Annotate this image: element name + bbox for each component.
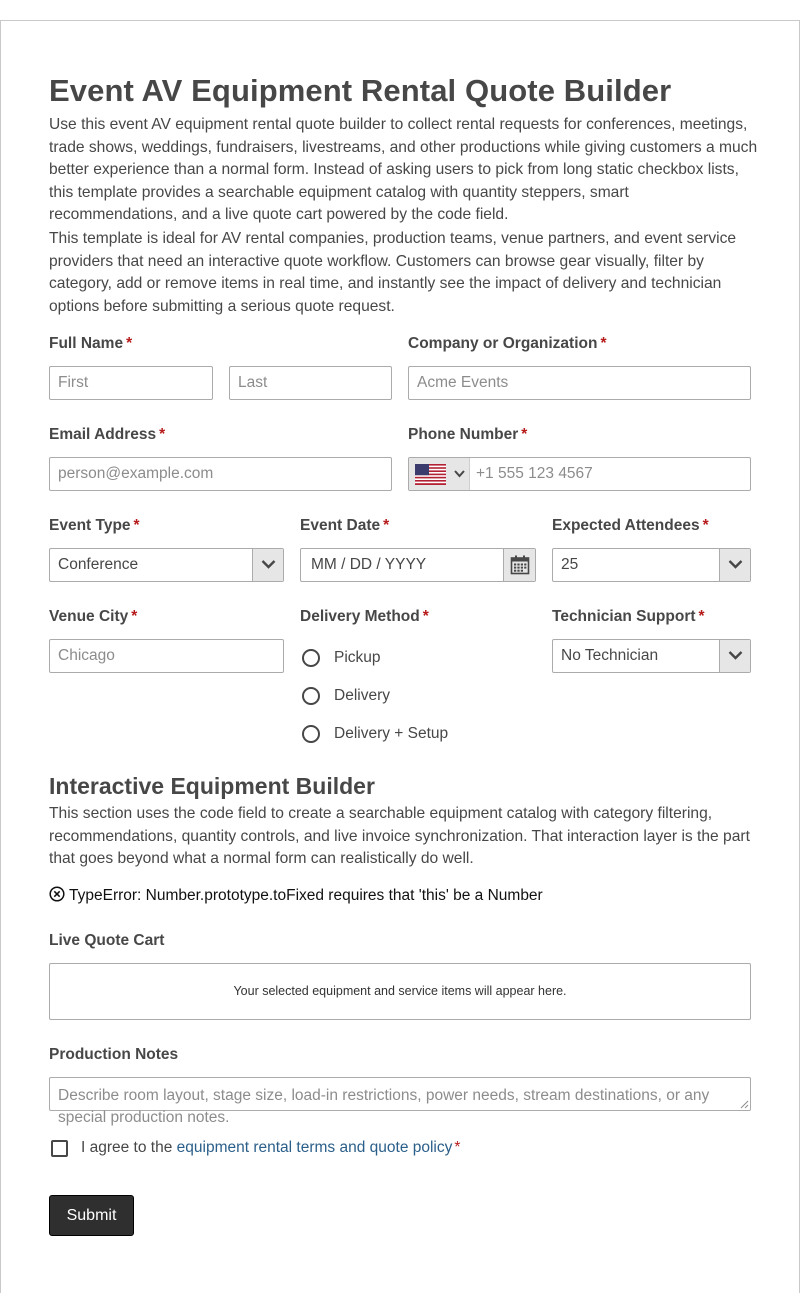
chevron-down-icon [261, 559, 276, 570]
email-input[interactable]: person@example.com [49, 457, 392, 491]
builder-description: This section uses the code field to create a searchable equipment catalog with category filtering, recommendations, quantity controls, and live invoice synchronization. That interaction layer is the part that goes beyond what a normal form can realistically do well. [49, 805, 750, 868]
intro-paragraph-1: Use this event AV equipment rental quote builder to collect rental requests for conferences, meetings, trade shows, weddings, fundraisers, livestreams, and other productions while giving customers a much better experience than a normal form. Instead of asking users to pick from long static checkbox lists, this template provides a searchable equipment catalog with quantity steppers, smart recommendations, and a live quote cart powered by the code field. [49, 116, 758, 224]
error-icon [49, 886, 65, 902]
production-notes-textarea[interactable]: Describe room layout, stage size, load-in restrictions, power needs, stream destinations, or any special production notes. [49, 1077, 751, 1111]
intro-paragraph-2: This template is ideal for AV rental companies, production teams, venue partners, and event service providers that need an interactive quote workflow. Customers can browse gear visually, filter by category, add or remove items in real time, and instantly see the impact of delivery and technician options before submitting a serious quote request. [49, 230, 737, 315]
company-input[interactable]: Acme Events [408, 366, 751, 400]
builder-title: Interactive Equipment Builder [49, 773, 375, 799]
radio-button[interactable] [302, 687, 320, 705]
us-flag-icon [415, 464, 446, 485]
event-type-arrow [252, 549, 283, 581]
terms-link[interactable]: equipment rental terms and quote policy [176, 1139, 453, 1156]
event-date-label: Event Date * [300, 517, 390, 534]
company-label: Company or Organization * [408, 335, 607, 352]
delivery-method-label: Delivery Method * [300, 608, 429, 625]
technician-select[interactable] [552, 639, 751, 673]
country-select[interactable] [409, 458, 470, 490]
cart-empty-text: Your selected equipment and service items will appear here. [233, 984, 567, 998]
event-type-select[interactable] [49, 548, 284, 582]
chevron-down-icon [454, 470, 465, 478]
terms-label: I agree to the equipment rental terms and quote policy * [81, 1139, 461, 1156]
technician-label: Technician Support * [552, 608, 705, 625]
event-date-placeholder: MM / DD / YYYY [311, 556, 427, 573]
radio-button[interactable] [302, 725, 320, 743]
notes-label: Production Notes [49, 1046, 179, 1063]
venue-city-label: Venue City * [49, 608, 138, 625]
quote-cart [49, 963, 751, 1020]
error-text: TypeError: Number.prototype.toFixed requires that 'this' be a Number [69, 887, 543, 904]
phone-label: Phone Number * [408, 426, 528, 443]
last-name-input[interactable]: Last [229, 366, 392, 400]
first-name-input[interactable]: First [49, 366, 213, 400]
event-type-label: Event Type * [49, 517, 140, 534]
terms-checkbox[interactable] [51, 1140, 68, 1157]
technician-arrow [719, 640, 750, 672]
attendees-value: 25 [561, 556, 579, 573]
phone-input[interactable]: +1 555 123 4567 [476, 465, 593, 482]
technician-value: No Technician [561, 647, 659, 664]
radio-label: Delivery + Setup [334, 725, 449, 742]
error-message [49, 886, 543, 906]
delivery-option-pickup[interactable] [302, 648, 502, 668]
radio-label: Pickup [334, 649, 381, 666]
page-title: Event AV Equipment Rental Quote Builder [49, 73, 672, 108]
submit-button[interactable]: Submit [49, 1195, 134, 1236]
event-date-input[interactable] [300, 548, 536, 582]
calendar-button[interactable] [503, 549, 535, 581]
attendees-select[interactable] [552, 548, 751, 582]
resize-handle-icon[interactable] [740, 1100, 749, 1109]
email-label: Email Address * [49, 426, 166, 443]
event-type-value: Conference [58, 556, 139, 573]
venue-city-input[interactable]: Chicago [49, 639, 284, 673]
chevron-down-icon [728, 650, 743, 661]
delivery-option-delivery[interactable] [302, 686, 502, 706]
full-name-label: Full Name * [49, 335, 133, 352]
delivery-option-setup[interactable] [302, 724, 502, 744]
attendees-arrow [719, 549, 750, 581]
radio-button[interactable] [302, 649, 320, 667]
calendar-icon [510, 555, 530, 575]
cart-label: Live Quote Cart [49, 932, 165, 949]
radio-label: Delivery [334, 687, 390, 704]
chevron-down-icon [728, 559, 743, 570]
attendees-label: Expected Attendees * [552, 517, 709, 534]
phone-field [408, 457, 751, 491]
